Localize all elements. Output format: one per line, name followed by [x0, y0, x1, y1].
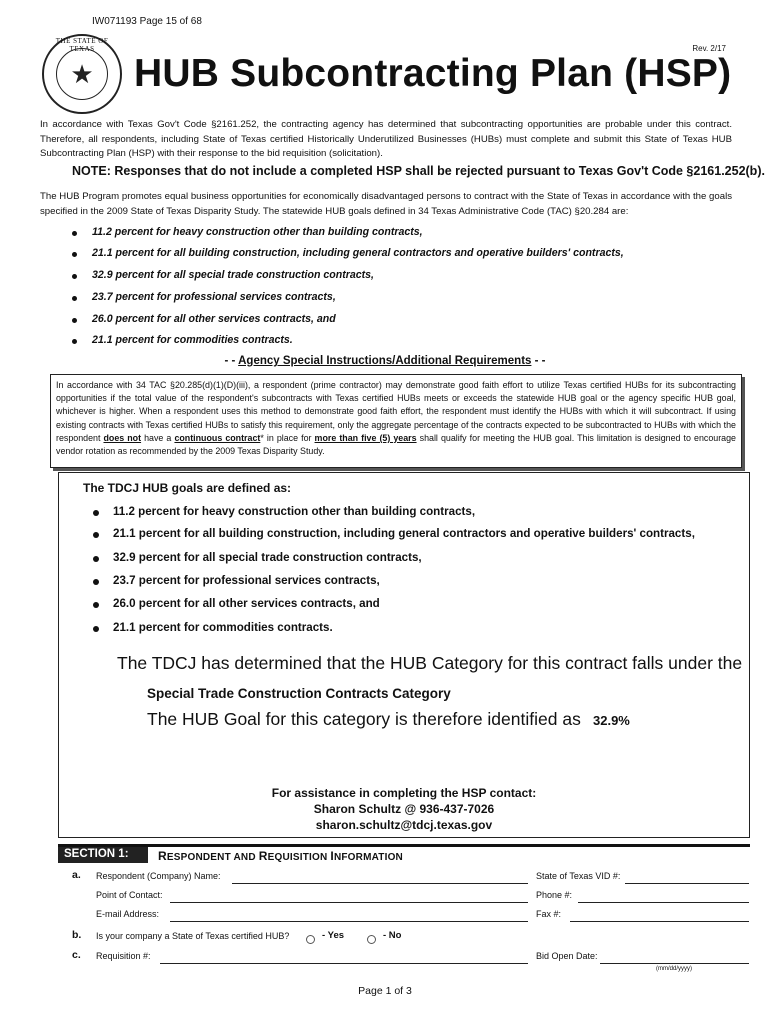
fax-field[interactable]	[570, 921, 749, 922]
email-label: E-mail Address:	[96, 909, 160, 919]
intro-paragraph: In accordance with Texas Gov't Code §2161.252, the contracting agency has determined that subcontracting opportunities are probable under this contract. Therefore, all respondents, including State of Texas certified Historically Underutilized Businesses (HUBs) must complete and submit this State of Texas HUB Subcontracting Plan (HSP) with their response to the bid requisition (solicitation).	[40, 119, 732, 159]
contact-name-phone: Sharon Schultz @ 936-437-7026	[313, 802, 495, 816]
category-determination: The TDCJ has determined that the HUB Category for this contract falls under the	[117, 653, 743, 673]
bullet-icon	[72, 318, 77, 323]
agency-instructions-text: In accordance with 34 TAC §20.285(d)(1)(D)(iii), a respondent (prime contractor) may demonstrate good faith effort to utilize Texas certified HUBs for its subcontracting opportunities if the total value of the respondent's subcontracts with Texas certified HUBs meets or exceeds the statewide HUB goal or the agency specific HUB goal, whichever is higher. When a respondent uses this method to demonstrate good faith effort, the respondent must identify the HUBs with which it will subcontract. If using existing contracts with Texas certified HUBs to satisfy this requirement, only the aggregate percentage of the contracts expected to be subcontracted to HUBs with which the respondent does not have a continuous contract* in place for more than five (5) years shall qualify for meeting the HUB goal. This limitation is designed to encourage vendor rotation as recommended by the 2009 Texas Disparity Study.	[56, 380, 736, 457]
bullet-icon	[72, 252, 77, 257]
phone-label: Phone #:	[536, 890, 573, 900]
company-name-label: Respondent (Company) Name:	[96, 871, 221, 881]
radio-icon	[306, 935, 315, 944]
hub-goal-value: 32.9%	[593, 713, 630, 728]
bullet-icon	[93, 556, 99, 562]
hub-no-label: - No	[383, 930, 402, 941]
seal-inner-ring	[56, 48, 108, 100]
radio-icon	[367, 935, 376, 944]
bid-open-date-label: Bid Open Date:	[536, 951, 598, 961]
bullet-icon	[93, 602, 99, 608]
point-of-contact-field[interactable]	[170, 902, 528, 903]
item-c-letter: c.	[72, 949, 81, 961]
hub-goal-statement: The HUB Goal for this category is therefore identified as	[147, 709, 581, 729]
section-1-title: RESPONDENT AND REQUISITION INFORMATION	[158, 849, 403, 863]
revision-date: Rev. 2/17	[692, 44, 726, 53]
fax-label: Fax #:	[536, 909, 562, 919]
email-field[interactable]	[170, 921, 528, 922]
bid-open-date-field[interactable]	[600, 963, 749, 964]
requisition-field[interactable]	[160, 963, 528, 964]
bullet-icon	[93, 626, 99, 632]
agency-instructions-box	[50, 374, 742, 468]
phone-field[interactable]	[578, 902, 749, 903]
section-1-header	[58, 844, 750, 862]
hub-no-radio[interactable]	[367, 930, 376, 948]
star-icon: ★	[70, 59, 94, 89]
section-1-label: SECTION 1:	[58, 847, 148, 863]
note-text: NOTE: Responses that do not include a completed HSP shall be rejected pursuant to Texas Gov't Code §2161.252(b).	[72, 164, 765, 178]
bullet-icon	[72, 296, 77, 301]
vid-field[interactable]	[625, 883, 749, 884]
hub-question-label: Is your company a State of Texas certified HUB?	[96, 931, 290, 941]
program-paragraph: The HUB Program promotes equal business opportunities for economically disadvantaged persons to contract with the State of Texas in accordance with the goals specified in the 2009 State of Texas Disparity Study. The statewide HUB goals defined in 34 Texas Administrative Code (TAC) §20.284 are:	[40, 191, 732, 217]
bullet-icon	[93, 579, 99, 585]
date-format-hint: (mm/dd/yyyy)	[656, 966, 692, 972]
tdcj-goals-box: The TDCJ HUB goals are defined as: 11.2 percent for heavy construction other than building contracts, 21.1 percent for all building construction, including general contractors and operative builders' contracts, 32.9 percent for all special trade construction contracts, 23.7 percent for professional services contracts, 26.0 percent for all other services contracts, and 21.1 percent for commodities contracts. The TDCJ has determined that the HUB Category for this contract falls under the Special Trade Construction Contracts Category The HUB Goal for this category is therefore identified as 32.9% For assistance in completing the HSP contact: Sharon Schultz @ 936-437-7026 sharon.schultz@tdcj.texas.gov	[58, 472, 750, 838]
bullet-icon	[72, 274, 77, 279]
bullet-icon	[93, 532, 99, 538]
texas-seal-icon	[42, 34, 122, 114]
bullet-icon	[72, 231, 77, 236]
bullet-icon	[93, 510, 99, 516]
point-of-contact-label: Point of Contact:	[96, 890, 163, 900]
tdcj-heading: The TDCJ HUB goals are defined as:	[83, 481, 292, 495]
document-id: IW071193 Page 15 of 68	[92, 16, 202, 27]
page-title: HUB Subcontracting Plan (HSP)	[134, 52, 732, 95]
assistance-contact: For assistance in completing the HSP contact: Sharon Schultz @ 936-437-7026 sharon.schultz@tdcj.texas.gov	[59, 785, 749, 833]
company-name-field[interactable]	[232, 883, 528, 884]
hub-yes-label: - Yes	[322, 930, 345, 941]
agency-instructions-heading: - - Agency Special Instructions/Additional Requirements - -	[224, 355, 546, 367]
page-footer: Page 1 of 3	[358, 985, 412, 997]
hub-category: Special Trade Construction Contracts Category	[147, 686, 451, 701]
seal-text: THE STATE OF TEXAS	[55, 37, 109, 53]
requisition-label: Requisition #:	[96, 951, 151, 961]
item-b-letter: b.	[72, 929, 82, 941]
hub-yes-radio[interactable]	[306, 930, 315, 948]
bullet-icon	[72, 339, 77, 344]
vid-label: State of Texas VID #:	[536, 871, 621, 881]
contact-email-link[interactable]: sharon.schultz@tdcj.texas.gov	[315, 818, 493, 832]
item-a-letter: a.	[72, 869, 81, 881]
